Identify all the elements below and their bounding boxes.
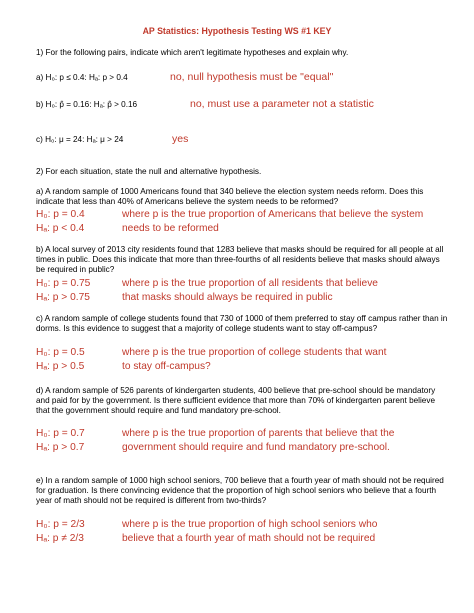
q2-a-null-label: H₀: p = 0.4 bbox=[36, 209, 85, 220]
q2-e-text: e) In a random sample of 1000 high school seniors, 700 believe that a fourth year of math should not be required for graduation. Is there convincing evidence that the proportion of high school seniors who believe that a fourth year of math should not be required is different from two-thirds? bbox=[36, 476, 444, 505]
q2-d-null bbox=[36, 428, 394, 440]
q2-a-null-text: where p is the true proportion of Americans that believe the system bbox=[122, 209, 424, 220]
q2-b-alt-text: that masks should always be required in public bbox=[122, 292, 333, 303]
q2-e-null-label: H₀: p = 2/3 bbox=[36, 519, 85, 530]
page-title: AP Statistics: Hypothesis Testing WS #1 KEY bbox=[142, 26, 332, 36]
q2-a-text: a) A random sample of 1000 Americans found that 340 believe the election system needs reform. Does this indicate that less than 40% of Americans believe the system needs to be reformed? bbox=[36, 187, 424, 206]
q2-b-null-label: H₀: p = 0.75 bbox=[36, 278, 91, 289]
q2-c-null-label: H₀: p = 0.5 bbox=[36, 347, 85, 358]
q2-c-alt bbox=[36, 361, 211, 373]
q2-a-null bbox=[36, 209, 423, 221]
q2-d-null-label: H₀: p = 0.7 bbox=[36, 428, 85, 439]
q2-e-null-text: where p is the true proportion of high school seniors who bbox=[122, 519, 378, 530]
q1-b-hypotheses: b) H₀: p̂ = 0.16: Hₐ: p̂ > 0.16 bbox=[36, 100, 138, 109]
q2-b-null bbox=[36, 278, 378, 290]
question-1-prompt: 1) For the following pairs, indicate which aren't legitimate hypotheses and explain why. bbox=[36, 48, 349, 57]
q2-c-null bbox=[36, 347, 386, 359]
q2-c-alt-text: to stay off-campus? bbox=[122, 361, 211, 372]
q1-a-hypotheses: a) H₀: p ≤ 0.4: Hₐ: p > 0.4 bbox=[36, 73, 128, 82]
q2-d-alt-label: Hₐ: p > 0.7 bbox=[36, 442, 85, 453]
q2-c-null-text: where p is the true proportion of college students that want bbox=[122, 347, 387, 358]
q2-b-null-text: where p is the true proportion of all residents that believe bbox=[122, 278, 378, 289]
q2-c-text: c) A random sample of college students found that 730 of 1000 of them preferred to stay off campus rather than in dorms. Is this evidence to suggest that a majority of college students want to stay off-campus? bbox=[36, 314, 448, 333]
q2-c-alt-label: Hₐ: p > 0.5 bbox=[36, 361, 85, 372]
q2-e-alt-label: Hₐ: p ≠ 2/3 bbox=[36, 533, 84, 544]
q2-e-null bbox=[36, 519, 377, 531]
q2-e-alt-text: believe that a fourth year of math should not be required bbox=[122, 533, 376, 544]
q2-d-null-text: where p is the true proportion of parents that believe that the bbox=[122, 428, 395, 439]
question-2-prompt: 2) For each situation, state the null and alternative hypothesis. bbox=[36, 167, 262, 176]
q2-d-alt bbox=[36, 442, 390, 454]
q2-a-alt bbox=[36, 223, 219, 235]
q2-a-alt-label: Hₐ: p < 0.4 bbox=[36, 223, 85, 234]
q1-a-answer: no, null hypothesis must be "equal" bbox=[170, 71, 334, 83]
q1-b-answer: no, must use a parameter not a statistic bbox=[190, 98, 374, 110]
q2-b-text: b) A local survey of 2013 city residents found that 1283 believe that masks should be required for all people at all times in public. Does this indicate that more than three-fourths of all residents believe that masks should always be required in public? bbox=[36, 245, 444, 274]
q2-b-alt-label: Hₐ: p > 0.75 bbox=[36, 292, 90, 303]
q1-c-answer: yes bbox=[172, 133, 189, 145]
q2-b-alt bbox=[36, 292, 333, 304]
q2-e-alt bbox=[36, 533, 375, 545]
q2-a-alt-text: needs to be reformed bbox=[122, 223, 219, 234]
q1-c-hypotheses: c) H₀: μ = 24: Hₐ: μ > 24 bbox=[36, 135, 124, 144]
q2-d-text: d) A random sample of 526 parents of kindergarten students, 400 believe that pre-school should be mandatory and paid for by the government. Is there sufficient evidence that more than 70% of kindergarten parent believe that the government should require and fund mandatory pre-school. bbox=[36, 386, 436, 415]
q2-d-alt-text: government should require and fund mandatory pre-school. bbox=[122, 442, 390, 453]
